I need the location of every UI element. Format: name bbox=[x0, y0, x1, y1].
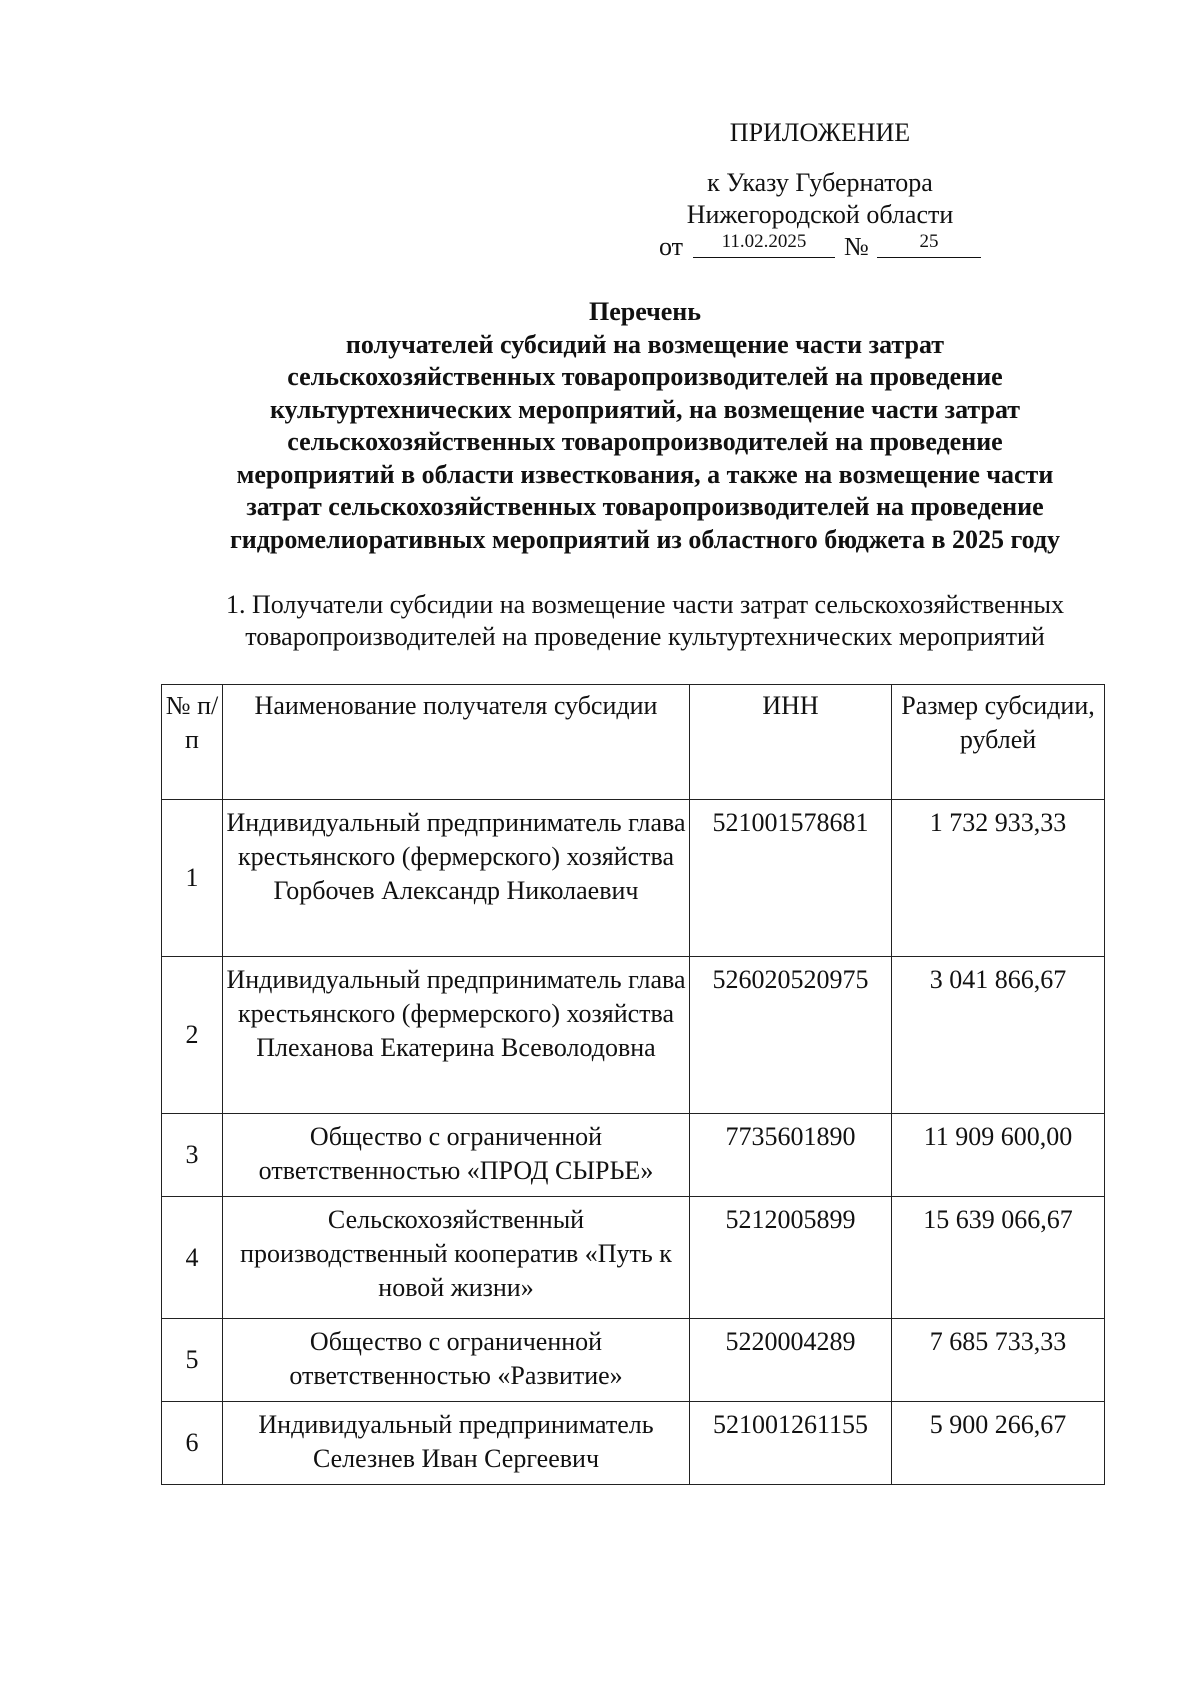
table-row bbox=[162, 1402, 1105, 1485]
row-inn: 7735601890 bbox=[690, 1114, 892, 1197]
row-amount: 11 909 600,00 bbox=[892, 1114, 1105, 1197]
heading-line: гидромелиоративных мероприятий из областного бюджета в 2025 году bbox=[229, 524, 1061, 554]
table-row bbox=[162, 1319, 1105, 1402]
heading-line: сельскохозяйственных товаропроизводителей на проведение bbox=[287, 427, 1003, 456]
row-num: 1 bbox=[162, 800, 223, 957]
heading-line: получателей субсидий на возмещение части затрат bbox=[345, 329, 945, 359]
recipients-table bbox=[161, 684, 1105, 1485]
row-amount: 7 685 733,33 bbox=[892, 1319, 1105, 1402]
row-num: 2 bbox=[162, 957, 223, 1114]
row-amount: 15 639 066,67 bbox=[892, 1197, 1105, 1319]
table-row bbox=[162, 800, 1105, 957]
header-inn: ИНН bbox=[690, 685, 892, 800]
row-name: Индивидуальный предприниматель глава крестьянского (фермерского) хозяйства Горбочев Александр Николаевич bbox=[223, 800, 690, 957]
section-title-line: 1. Получатели субсидии на возмещение части затрат сельскохозяйственных bbox=[225, 590, 1065, 619]
row-num: 5 bbox=[162, 1319, 223, 1402]
row-amount: 1 732 933,33 bbox=[892, 800, 1105, 957]
appendix-region: Нижегородской области bbox=[686, 200, 954, 229]
number-label: № bbox=[844, 232, 869, 261]
header-amount: Размер субсидии, рублей bbox=[892, 685, 1105, 800]
row-name: Общество с ограниченной ответственностью «Развитие» bbox=[223, 1319, 690, 1402]
row-inn: 521001261155 bbox=[690, 1402, 892, 1485]
table-row bbox=[162, 1197, 1105, 1319]
row-inn: 526020520975 bbox=[690, 957, 892, 1114]
heading-line: сельскохозяйственных товаропроизводителей на проведение bbox=[287, 362, 1003, 391]
section-title-line: товаропроизводителей на проведение культуртехнических мероприятий bbox=[245, 622, 1045, 651]
appendix-title: ПРИЛОЖЕНИЕ bbox=[729, 118, 911, 147]
row-num: 4 bbox=[162, 1197, 223, 1319]
row-amount: 5 900 266,67 bbox=[892, 1402, 1105, 1485]
row-name: Общество с ограниченной ответственностью «ПРОД СЫРЬЕ» bbox=[223, 1114, 690, 1197]
appendix-to-decree: к Указу Губернатора bbox=[707, 168, 933, 197]
date-label: от bbox=[659, 232, 684, 261]
table-header-row bbox=[162, 685, 1105, 800]
table-row bbox=[162, 957, 1105, 1114]
row-inn: 5212005899 bbox=[690, 1197, 892, 1319]
heading-line: Перечень bbox=[588, 297, 702, 326]
header-name: Наименование получателя субсидии bbox=[223, 685, 690, 800]
decree-number: 25 bbox=[877, 230, 981, 258]
section-title bbox=[150, 589, 1140, 653]
row-name: Индивидуальный предприниматель глава крестьянского (фермерского) хозяйства Плеханова Екатерина Всеволодовна bbox=[223, 957, 690, 1114]
appendix-date-line bbox=[659, 230, 999, 264]
row-inn: 5220004289 bbox=[690, 1319, 892, 1402]
heading-line: культуртехнических мероприятий, на возмещение части затрат bbox=[269, 394, 1021, 424]
decree-date: 11.02.2025 bbox=[693, 230, 835, 258]
document-heading bbox=[150, 296, 1140, 556]
row-inn: 521001578681 bbox=[690, 800, 892, 957]
header-num: № п/п bbox=[162, 685, 223, 800]
table-row bbox=[162, 1114, 1105, 1197]
heading-line: мероприятий в области известкования, а также на возмещение части bbox=[236, 459, 1054, 489]
row-name: Сельскохозяйственный производственный кооператив «Путь к новой жизни» bbox=[223, 1197, 690, 1319]
row-name: Индивидуальный предприниматель Селезнев Иван Сергеевич bbox=[223, 1402, 690, 1485]
row-num: 6 bbox=[162, 1402, 223, 1485]
row-num: 3 bbox=[162, 1114, 223, 1197]
row-amount: 3 041 866,67 bbox=[892, 957, 1105, 1114]
heading-line: затрат сельскохозяйственных товаропроизводителей на проведение bbox=[246, 492, 1044, 521]
